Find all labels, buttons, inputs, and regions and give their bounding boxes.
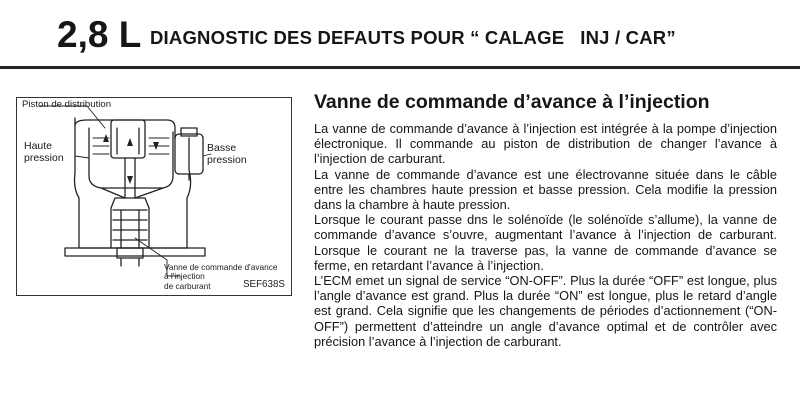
figure-code: SEF638S bbox=[243, 279, 285, 290]
header-divider bbox=[0, 66, 800, 69]
paragraph: La vanne de commande d’avance est une électrovanne située dans le câble entre les chambres haute pression et basse pression. Cela modifie la pression dans la chambre à haute pression. bbox=[314, 166, 777, 213]
low-pressure-label: Basse pression bbox=[207, 142, 247, 166]
valve-label: Vanne de commande d'avance à l'injection de carburant bbox=[164, 262, 278, 291]
page-header bbox=[0, 0, 800, 66]
paragraph: Lorsque le courant passe dns le solénoïde (le solénoïde s’allume), la vanne de commande d’avance s’ouvre, augmentant l’avance à l’injection de carburant. Lorsque le courant ne la traverse pas, la vanne de commande d’avance se ferme, en retardant l’avance à l’injection. bbox=[314, 212, 777, 273]
paragraph: L’ECM emet un signal de service “ON-OFF”. Plus la durée “OFF” est longue, plus l’angle d’avance est grand. Plus la durée “ON” est longue, plus le retard d’angle est grand. Cela signifie que les changements de périodes d’actionnement (“ON-OFF”) permettent d’atteindre un angle d’avance optimal et de contrôler avec précision l’avance à l’injection de carburant. bbox=[314, 273, 777, 349]
piston-label: Piston de distribution bbox=[22, 99, 112, 110]
valve-diagram bbox=[16, 97, 292, 296]
paragraph: La vanne de commande d’avance à l’injection est intégrée à la pompe d’injection électronique. Il commande au piston de distribution de changer l’avance à l’injection de carburant. bbox=[314, 121, 777, 167]
section-title: Vanne de commande d’avance à l’injection bbox=[314, 91, 710, 113]
engine-size: 2,8 L bbox=[57, 14, 142, 55]
body-text bbox=[314, 121, 777, 349]
high-pressure-label: Haute pression bbox=[24, 140, 64, 164]
page-heading: DIAGNOSTIC DES DEFAUTS POUR “ CALAGE INJ / CAR” bbox=[150, 27, 676, 48]
